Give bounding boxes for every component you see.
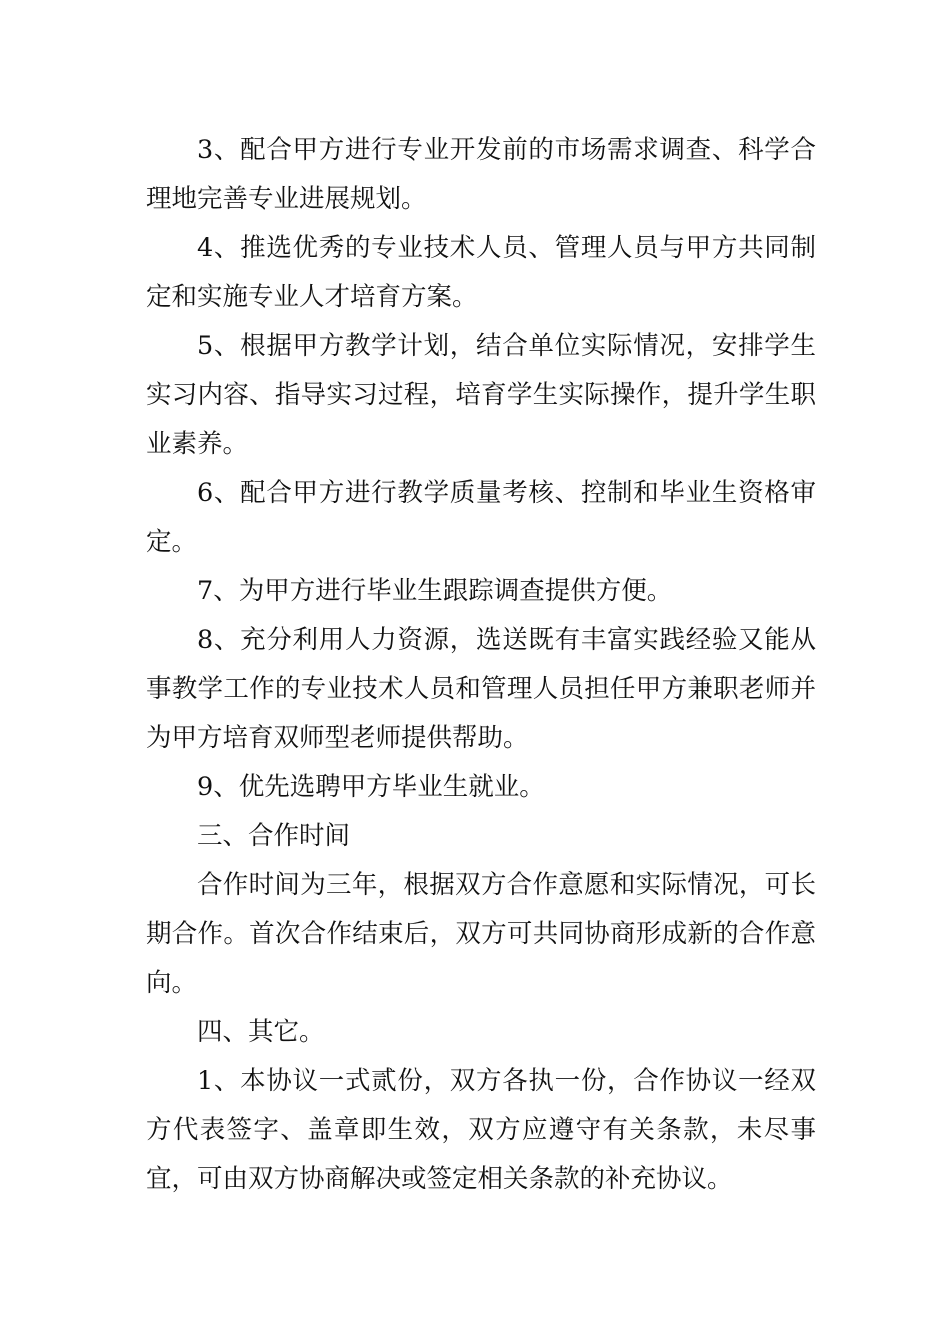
paragraph-other-item-1: 1、本协议一式贰份，双方各执一份，合作协议一经双方代表签字、盖章即生效，双方应遵守有关条款，未尽事宜，可由双方协商解决或签定相关条款的补充协议。	[146, 1066, 816, 1194]
paragraph-item-4: 4、推选优秀的专业技术人员、管理人员与甲方共同制定和实施专业人才培育方案。	[146, 233, 816, 312]
paragraph-item-6: 6、配合甲方进行教学质量考核、控制和毕业生资格审定。	[146, 478, 816, 557]
paragraph-item-5: 5、根据甲方教学计划，结合单位实际情况，安排学生实习内容、指导实习过程，培育学生实际操作，提升学生职业素养。	[146, 331, 816, 459]
paragraph-item-3: 3、配合甲方进行专业开发前的市场需求调查、科学合理地完善专业进展规划。	[146, 135, 816, 214]
paragraph-cooperation-time: 合作时间为三年，根据双方合作意愿和实际情况，可长期合作。首次合作结束后，双方可共同协商形成新的合作意向。	[146, 870, 816, 998]
paragraph-item-7: 7、为甲方进行毕业生跟踪调查提供方便。	[197, 576, 673, 606]
document-body	[146, 126, 816, 1204]
paragraph-item-9: 9、优先选聘甲方毕业生就业。	[197, 772, 545, 802]
paragraph-item-8: 8、充分利用人力资源，选送既有丰富实践经验又能从事教学工作的专业技术人员和管理人员担任甲方兼职老师并为甲方培育双师型老师提供帮助。	[146, 625, 816, 753]
section-heading-cooperation-time: 三、合作时间	[197, 821, 351, 851]
section-heading-other: 四、其它。	[197, 1017, 325, 1047]
